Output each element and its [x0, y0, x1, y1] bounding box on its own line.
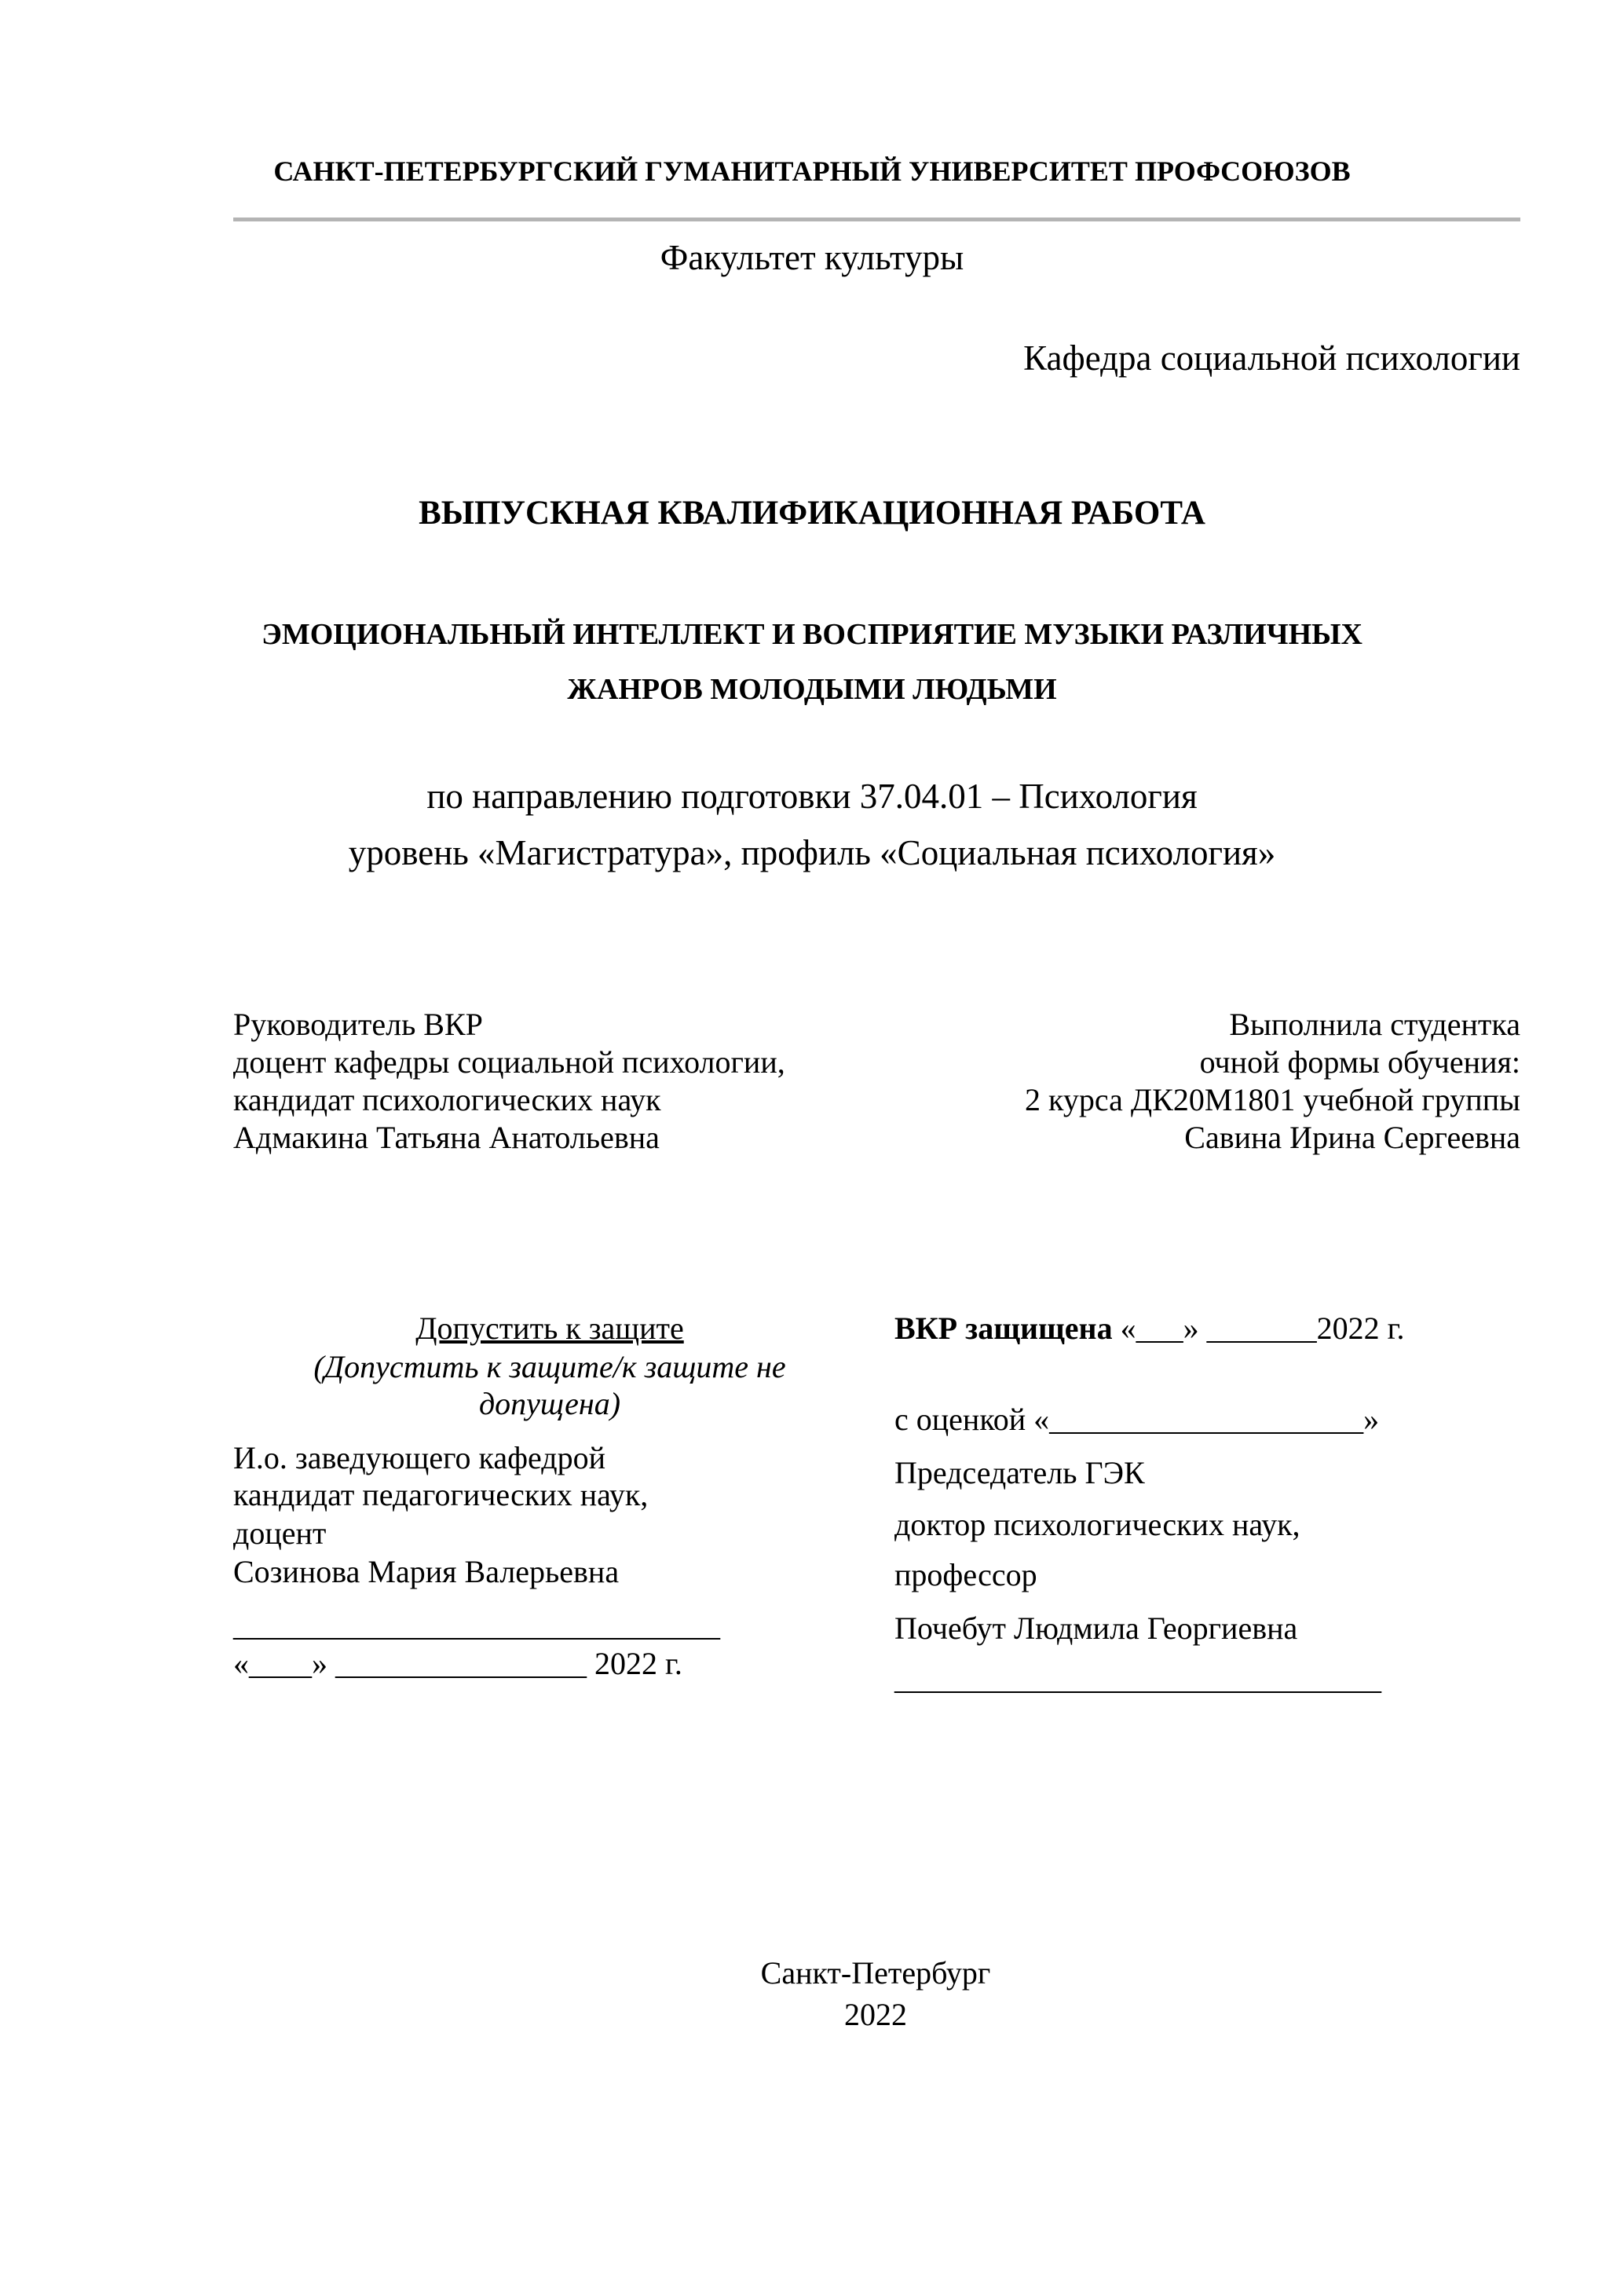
defense-grade: с оценкой «____________________»	[894, 1402, 1380, 1437]
head-date-line: «____» ________________ 2022 г.	[233, 1646, 682, 1681]
chair-name: Почебут Людмила Георгиевна	[894, 1610, 1298, 1646]
topic-line-2: ЖАНРОВ МОЛОДЫМИ ЛЮДЬМИ	[567, 673, 1057, 706]
supervisor-role: Руководитель ВКР	[233, 1007, 483, 1042]
supervisor-degree: кандидат психологических наук	[233, 1082, 661, 1117]
defense-protected-label: ВКР защищена	[894, 1311, 1113, 1346]
university-name: САНКТ-ПЕТЕРБУРГСКИЙ ГУМАНИТАРНЫЙ УНИВЕРСИТЕТ ПРОФСОЮЗОВ	[273, 155, 1351, 187]
head-role: И.о. заведующего кафедрой	[233, 1440, 606, 1475]
topic-line-1: ЭМОЦИОНАЛЬНЫЙ ИНТЕЛЛЕКТ И ВОСПРИЯТИЕ МУЗЫКИ РАЗЛИЧНЫХ	[262, 618, 1362, 651]
header-divider	[233, 218, 1520, 221]
admission-hint-1: (Допустить к защите/к защите не	[313, 1349, 786, 1384]
student-form: очной формы обучения:	[1199, 1044, 1520, 1080]
admission-decision	[233, 1313, 866, 1344]
defense-status	[894, 1313, 1404, 1344]
head-degree: кандидат педагогических наук,	[233, 1477, 649, 1512]
admission-hint-2: допущена)	[478, 1386, 621, 1421]
chair-signature-line: _______________________________	[894, 1661, 1381, 1696]
admission-decision-text: Допустить к защите	[415, 1311, 684, 1346]
chair-degree: доктор психологических наук,	[894, 1507, 1300, 1542]
city: Санкт-Петербург	[760, 1955, 991, 1991]
defense-date: «___» _______2022 г.	[1112, 1311, 1405, 1346]
student-role: Выполнила студентка	[1229, 1007, 1520, 1042]
student-name: Савина Ирина Сергеевна	[1184, 1120, 1520, 1155]
head-title: доцент	[233, 1515, 327, 1551]
student-group: 2 курса ДК20М1801 учебной группы	[1025, 1082, 1520, 1117]
faculty-name: Факультет культуры	[660, 238, 964, 277]
chair-title: профессор	[894, 1557, 1037, 1592]
chair-role: Председатель ГЭК	[894, 1455, 1145, 1490]
direction-line: по направлению подготовки 37.04.01 – Психология	[426, 777, 1198, 816]
head-signature-line: _______________________________	[233, 1607, 720, 1643]
level-line: уровень «Магистратура», профиль «Социальная психология»	[348, 833, 1276, 872]
supervisor-position: доцент кафедры социальной психологии,	[233, 1044, 785, 1080]
work-type-title: ВЫПУСКНАЯ КВАЛИФИКАЦИОННАЯ РАБОТА	[419, 495, 1205, 532]
year: 2022	[844, 1997, 907, 2032]
supervisor-name: Адмакина Татьяна Анатольевна	[233, 1120, 660, 1155]
department-name: Кафедра социальной психологии	[1023, 338, 1520, 378]
head-name: Созинова Мария Валерьевна	[233, 1554, 620, 1589]
